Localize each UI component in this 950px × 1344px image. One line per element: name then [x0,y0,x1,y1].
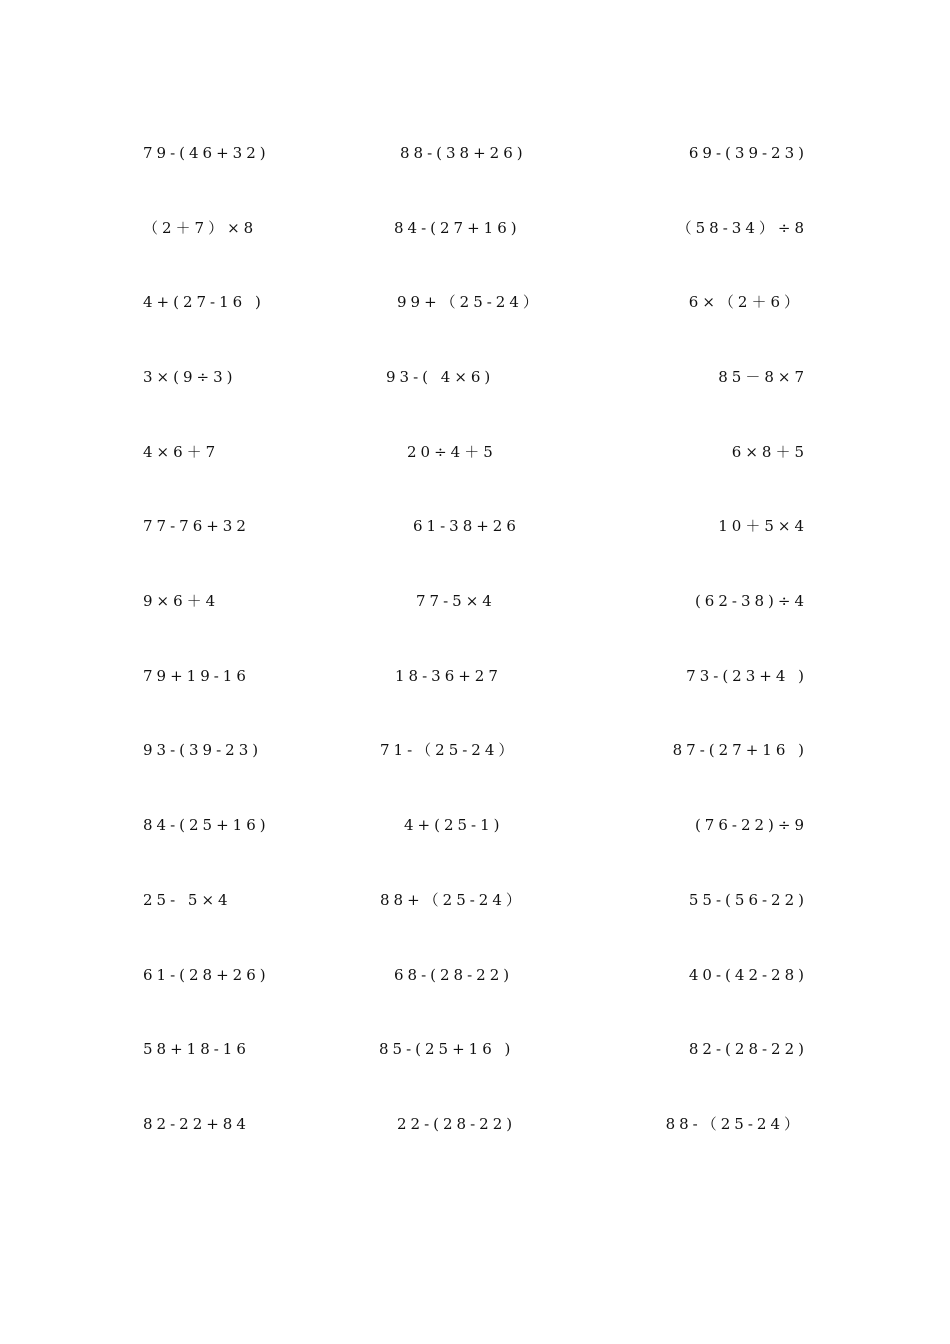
problem-row [0,960,950,990]
problem-12-1: 61-(28+26) [143,966,270,984]
problem-14-1: 82-22+84 [143,1115,250,1133]
problem-10-1: 84-(25+16) [143,816,270,834]
problem-row [0,213,950,243]
problem-9-1: 93-(39-23) [143,741,263,759]
problem-3-2: 99+（25-24） [397,293,542,311]
problem-1-2: 88-(38+26) [400,144,527,162]
problem-row [0,1109,950,1139]
problem-row [0,586,950,616]
problem-5-2: 20÷4＋5 [407,443,497,461]
problem-4-2: 93-( 4×6) [386,368,495,386]
problem-7-2: 77-5×4 [416,592,496,610]
problem-13-1: 58+18-16 [143,1040,250,1058]
problem-row [0,437,950,467]
problem-13-2: 85-(25+16 ) [379,1040,515,1058]
problem-row [0,885,950,915]
problem-11-3: 55-(56-22) [688,891,808,909]
problem-8-1: 79+19-16 [143,667,250,685]
problem-13-3: 82-(28-22) [688,1040,808,1058]
problem-9-2: 71-（25-24） [380,741,518,759]
problem-7-1: 9×6＋4 [143,592,220,610]
problem-8-2: 18-36+27 [395,667,502,685]
problem-8-3: 73-(23+4 ) [686,667,808,685]
problem-4-3: 85－8×7 [718,368,808,386]
problem-11-1: 25- 5×4 [143,891,232,909]
problem-3-3: 6×（2＋6） [688,293,803,311]
problem-6-3: 10＋5×4 [718,517,808,535]
problem-6-2: 61-38+26 [413,517,520,535]
problem-11-2: 88+（25-24） [380,891,525,909]
problem-row [0,511,950,541]
problem-row [0,661,950,691]
problem-row [0,287,950,317]
problem-12-2: 68-(28-22) [394,966,514,984]
problem-2-2: 84-(27+16) [394,219,521,237]
problem-6-1: 77-76+32 [143,517,250,535]
problem-9-3: 87-(27+16 ) [672,741,808,759]
problem-1-1: 79-(46+32) [143,144,270,162]
problem-5-3: 6×8＋5 [731,443,808,461]
problem-4-1: 3×(9÷3) [143,368,237,386]
problem-row [0,810,950,840]
problem-row [0,1034,950,1064]
problem-3-1: 4+(27-16 ) [143,293,265,311]
problem-7-3: (62-38)÷4 [694,592,808,610]
problem-14-3: 88-（25-24） [665,1115,803,1133]
problem-14-2: 22-(28-22) [397,1115,517,1133]
problem-2-1: （2＋7）×8 [143,219,258,237]
problem-12-3: 40-(42-28) [688,966,808,984]
problem-row [0,735,950,765]
problem-row [0,138,950,168]
problem-10-2: 4+(25-1) [404,816,504,834]
problem-1-3: 69-(39-23) [688,144,808,162]
problem-row [0,362,950,392]
problem-2-3: （58-34）÷8 [676,219,808,237]
problem-5-1: 4×6＋7 [143,443,220,461]
problem-10-3: (76-22)÷9 [694,816,808,834]
